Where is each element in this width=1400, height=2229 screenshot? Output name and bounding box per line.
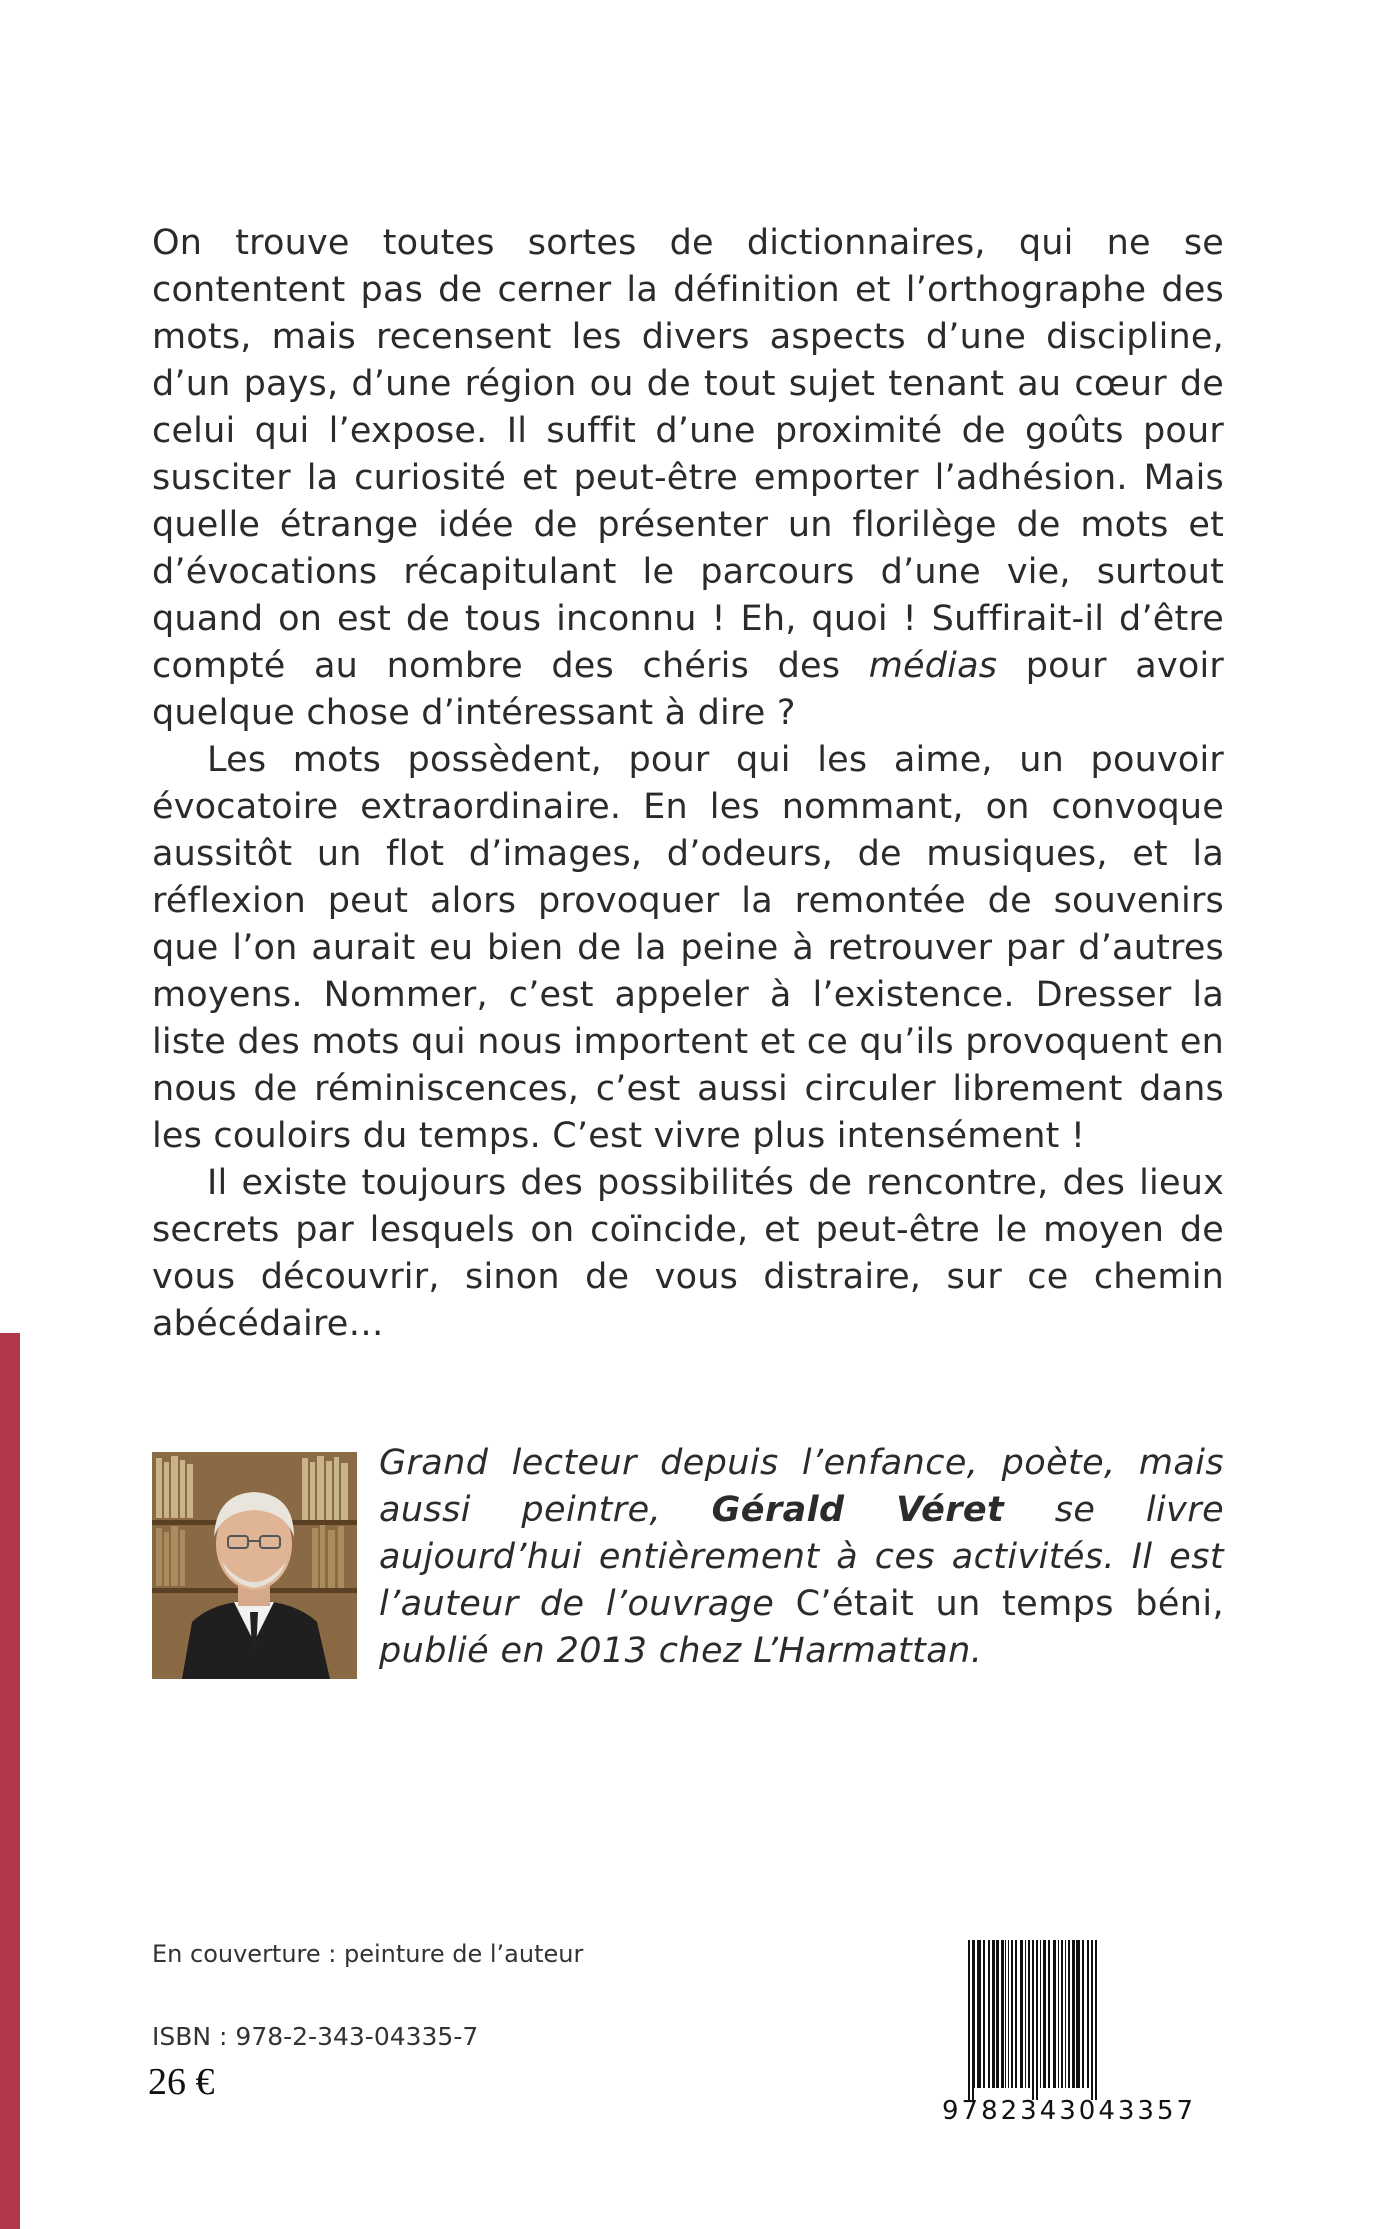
barcode-bar <box>1068 1940 1070 2088</box>
barcode-bar <box>1036 1940 1038 2100</box>
bio-text: se livre aujourd’hui entièrement à ces activités. Il est l’auteur de l’ouvrage <box>379 1490 1224 1624</box>
blurb-paragraph-2: Les mots possèdent, pour qui les aime, un pouvoir évocatoire extraordinaire. En les nommant, on convoque aussitôt un flot d’images, d’odeurs, de musiques, et la réflexion peut alors provoquer la remontée de souvenirs que l’on aurait eu bien de la peine à retrouver par d’autres moyens. Nommer, c’est appeler à l’existence. Dresser la liste des mots qui nous importent et ce qu’ils provoquent en nous de réminiscences, c’est aussi circuler librement dans les couloirs du temps. C’est vivre plus intensément ! <box>152 740 1224 1156</box>
blurb-italic-word: médias <box>868 646 998 686</box>
barcode-bar <box>1028 1940 1030 2088</box>
barcode-bar <box>1061 1940 1063 2088</box>
author-bio <box>379 1440 1224 1675</box>
back-cover-blurb <box>152 220 1224 1348</box>
cover-credit: En couverture : peinture de l’auteur <box>152 1940 584 1968</box>
barcode-bar <box>988 1940 990 2088</box>
barcode-bar <box>1043 1940 1046 2088</box>
barcode-bar <box>1082 1940 1084 2088</box>
barcode-bar <box>968 1940 970 2100</box>
blurb-paragraph-1 <box>152 220 1224 737</box>
barcode-bar <box>1053 1940 1056 2088</box>
barcode-bar <box>1020 1940 1023 2088</box>
barcode-bar <box>983 1940 985 2088</box>
barcode-bar <box>1015 1940 1017 2088</box>
barcode-bar <box>1011 1940 1013 2088</box>
barcode-bar <box>1025 1940 1026 2088</box>
barcode-bar <box>1048 1940 1050 2088</box>
bio-text: Grand lecteur depuis l’enfance, poète, mais aussi peintre, <box>379 1443 1224 1530</box>
author-name: Gérald Véret <box>711 1490 1005 1530</box>
blurb-paragraph-3: Il existe toujours des possibilités de rencontre, des lieux secrets par lesquels on coïncide, et peut-être le moyen de vous découvrir, sinon de vous distraire, sur ce chemin abécédaire… <box>152 1163 1224 1344</box>
book-title: C’était un temps béni, <box>795 1584 1225 1624</box>
blurb-text: pour avoir quelque chose d’intéressant à dire ? <box>152 646 1224 733</box>
barcode-bar <box>977 1940 981 2088</box>
barcode-bar <box>1095 1940 1097 2100</box>
barcode-bar <box>1001 1940 1004 2088</box>
barcode-bar <box>992 1940 995 2088</box>
barcode-bar <box>1058 1940 1059 2088</box>
barcode-bar <box>1005 1940 1006 2088</box>
author-portrait <box>152 1452 357 1679</box>
barcode-bar <box>1087 1940 1089 2088</box>
author-block <box>152 1440 1224 1680</box>
barcode-bar <box>972 1940 974 2100</box>
barcode-bar <box>1076 1940 1080 2088</box>
barcode-bar <box>1040 1940 1041 2088</box>
blurb-text: On trouve toutes sortes de dictionnaires, qui ne se contentent pas de cerner la définition et l’orthographe des mots, mais recensent les divers aspects d’une discipline, d’un pays, d’une région ou de tout sujet tenant au cœur de celui qui l’expose. Il suffit d’une proximité de goûts pour susciter la curiosité et peut-être emporter l’adhésion. Mais quelle étrange idée de présenter un florilège de mots et d’évocations récapitulant le parcours d’une vie, surtout quand on est de tous inconnu ! Eh, quoi ! Suffirait-il d’être compté au nombre des chéris des <box>152 223 1224 686</box>
price: 26 € <box>148 2061 215 2103</box>
barcode-bar <box>996 1940 999 2088</box>
isbn: ISBN : 978-2-343-04335-7 <box>152 2022 479 2051</box>
barcode-bar <box>1072 1940 1075 2088</box>
barcode-bar <box>1065 1940 1066 2088</box>
barcode-bar <box>1032 1940 1034 2100</box>
barcode-bar <box>1008 1940 1009 2088</box>
spine-accent-bar <box>0 1333 20 2229</box>
barcode-bar <box>1091 1940 1093 2100</box>
bio-text: publié en 2013 chez L’Harmattan. <box>379 1631 983 1671</box>
barcode-bar <box>974 1940 975 2088</box>
barcode-number: 9782343043357 <box>942 2096 1197 2126</box>
barcode <box>962 1940 1224 2100</box>
